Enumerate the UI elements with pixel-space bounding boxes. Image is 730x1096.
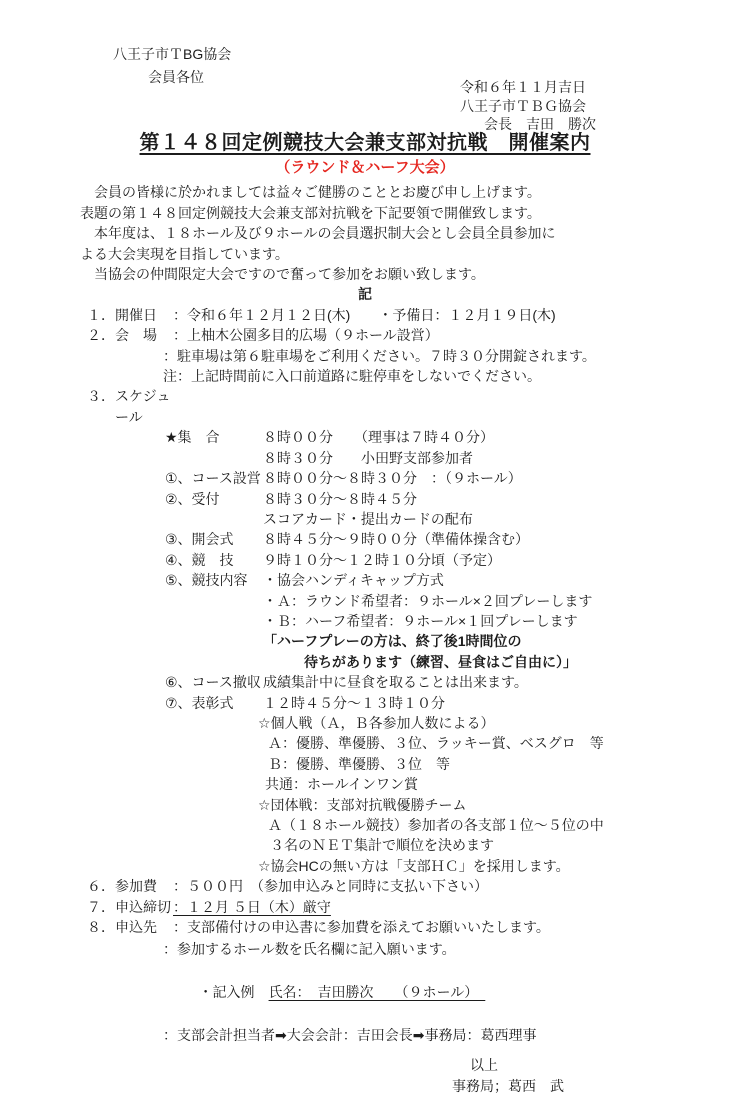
- item-number: ３．: [87, 388, 115, 405]
- item-value: ：令和６年１２月１２日(木) ・予備日：１２月１９日(木): [173, 306, 556, 323]
- intro-line-5: 当協会の仲間限定大会ですので奮って参加をお願い致します。: [80, 266, 485, 283]
- schedule-text: ８時００分〜８時３０分 ：（９ホール）: [263, 470, 522, 487]
- document-header: [0, 0, 730, 130]
- award-handicap-note: ☆協会HCの無い方は「支部ＨＣ」を採用します。: [258, 857, 570, 874]
- schedule-row: [0, 550, 730, 570]
- schedule-row: [0, 693, 730, 713]
- page-title: 第１４８回定例競技大会兼支部対抗戦 開催案内: [139, 132, 591, 154]
- item-label: スケジュール: [115, 388, 171, 425]
- schedule-label: ⑤、競技内容: [165, 572, 248, 589]
- schedule-label: [165, 591, 263, 611]
- item-number: ８．: [87, 919, 115, 936]
- schedule-row: [0, 529, 730, 549]
- item-date: [0, 305, 730, 325]
- schedule-text: ８時００分 （理事は７時４０分）: [263, 429, 494, 446]
- schedule-row: [0, 427, 730, 447]
- schedule-text: スコアカード・提出カードの配布: [263, 510, 473, 527]
- schedule-label: [165, 611, 263, 631]
- schedule-label: ②、受付: [165, 490, 220, 507]
- schedule-text: ８時３０分〜８時４５分: [263, 490, 417, 507]
- schedule-text: ・Ａ：ラウンド希望者：９ホール×２回プレーします: [263, 592, 593, 609]
- award-team-rule-1: Ａ（１８ホール競技）参加者の各支部１位〜５位の中: [268, 817, 604, 833]
- schedule-label: ★集 合: [165, 429, 220, 446]
- item-value: ：支部備付けの申込書に参加費を添えてお願いいたします。: [173, 919, 550, 936]
- addressee: 会員各位: [148, 69, 204, 86]
- apply-example-line: [0, 962, 730, 1023]
- schedule-label: [165, 448, 263, 468]
- schedule-label: [165, 509, 263, 529]
- schedule-text: ９時１０分〜１２時１０分頃（予定）: [263, 551, 501, 568]
- award-team-heading: ☆団体戦：支部対抗戦優勝チーム: [258, 796, 467, 813]
- schedule-label: ①、コース設営: [165, 470, 261, 487]
- schedule-row: [0, 611, 730, 631]
- schedule-row: [0, 672, 730, 692]
- half-play-note-line-1: 「ハーフプレーの方は、終了後1時間位の: [263, 633, 522, 650]
- intro-line-4: よる大会実現を目指しています。: [80, 245, 289, 262]
- chairman-name: 会長 吉田 勝次: [484, 116, 596, 132]
- item-value: ：５００円 （参加申込みと同時に支払い下さい）: [173, 878, 488, 895]
- item-schedule-heading: [0, 386, 730, 427]
- item-label: 申込先: [115, 919, 157, 936]
- item-fee: [0, 876, 730, 896]
- schedule-text: 成績集計中に昼食を取ることは出来ます。: [263, 674, 528, 691]
- schedule-text: ８時４５分〜９時００分（準備体操含む）: [263, 531, 529, 548]
- venue-note-caution: 注：上記時間前に入口前道路に駐停車をしないでください。: [163, 368, 541, 385]
- issuing-org: 八王子市ＴＢＧ協会: [460, 97, 586, 114]
- item-label: 会 場: [115, 327, 157, 344]
- venue-note-parking: ：駐車場は第６駐車場をご利用ください。７時３０分開錠されます。: [163, 347, 596, 364]
- award-team-rule-2: ３名のＮＥＴ集計で順位を決めます: [270, 837, 494, 854]
- item-value: [173, 386, 730, 427]
- intro-line-2: 表題の第１４８回定例競技大会兼支部対抗戦を下記要領で開催致します。: [80, 204, 541, 221]
- item-number: ７．: [87, 898, 115, 915]
- item-number: １．: [87, 306, 115, 323]
- item-number: ６．: [87, 878, 115, 895]
- schedule-text: ・協会ハンディキャップ方式: [263, 572, 444, 589]
- apply-example-entry: 氏名： 吉田勝次 （９ホール）: [268, 984, 486, 1001]
- item-label: 申込締切: [115, 898, 171, 915]
- apply-note-flow: ：支部会計担当者➡大会会計：吉田会長➡事務局：葛西理事: [163, 1027, 537, 1044]
- secretariat-signature: 事務局；葛西 武: [452, 1077, 564, 1094]
- item-deadline: [0, 897, 730, 917]
- item-label: 参加費: [115, 878, 157, 895]
- schedule-label: ③、開会式: [165, 531, 234, 548]
- apply-example-prefix: ・記入例: [198, 984, 269, 1001]
- apply-note-holes: ：参加するホール数を氏名欄に記入願います。: [163, 941, 456, 958]
- closing-mark: 以上: [470, 1057, 498, 1074]
- schedule-row: [0, 489, 730, 509]
- intro-line-1: 会員の皆様に於かれましては益々ご健勝のこととお慶び申し上げます。: [80, 184, 541, 201]
- intro-line-3: 本年度は、１８ホール及び９ホールの会員選択制大会とし会員全員参加に: [80, 225, 556, 242]
- schedule-label: ⑥、コース撤収: [165, 674, 261, 691]
- item-number: ２．: [87, 327, 115, 344]
- header-right-block: [460, 78, 596, 134]
- page-subtitle: （ラウンド＆ハーフ大会）: [275, 159, 455, 176]
- item-value: ：上柚木公園多目的広場（９ホール設営）: [173, 327, 439, 344]
- schedule-row: [0, 448, 730, 468]
- schedule-text: ・Ｂ：ハーフ希望者：９ホール×１回プレーします: [263, 612, 578, 629]
- schedule-row: [0, 509, 730, 529]
- award-individual-heading: ☆個人戦（Ａ，Ｂ各参加人数による）: [258, 714, 495, 731]
- sender-org: 八王子市ＴBG協会: [113, 46, 232, 62]
- half-play-note-line-2: 待ちがあります（練習、昼食はご自由に）」: [304, 653, 577, 670]
- schedule-row: [0, 468, 730, 488]
- schedule-row: [0, 591, 730, 611]
- item-label: 開催日: [115, 306, 157, 323]
- schedule-label: ⑦、表彰式: [165, 694, 234, 711]
- record-mark: 記: [358, 286, 372, 303]
- award-class-b: Ｂ：優勝、準優勝、３位 等: [268, 755, 450, 772]
- item-apply: [0, 917, 730, 937]
- schedule-text: １２時４５分〜１３時１０分: [263, 694, 445, 711]
- award-common: 共通：ホールインワン賞: [265, 776, 419, 793]
- item-venue: [0, 325, 730, 345]
- intro-paragraphs: [0, 182, 730, 284]
- schedule-text: ８時３０分 小田野支部参加者: [263, 449, 473, 466]
- item-value: ：１２月 ５日（木）厳守: [173, 898, 331, 915]
- award-class-a: Ａ：優勝、準優勝、３位、ラッキー賞、ベスグロ 等: [268, 735, 604, 752]
- schedule-label: ④、競 技: [165, 551, 234, 568]
- issue-date: 令和６年１１月吉日: [460, 79, 586, 95]
- schedule-row: [0, 570, 730, 590]
